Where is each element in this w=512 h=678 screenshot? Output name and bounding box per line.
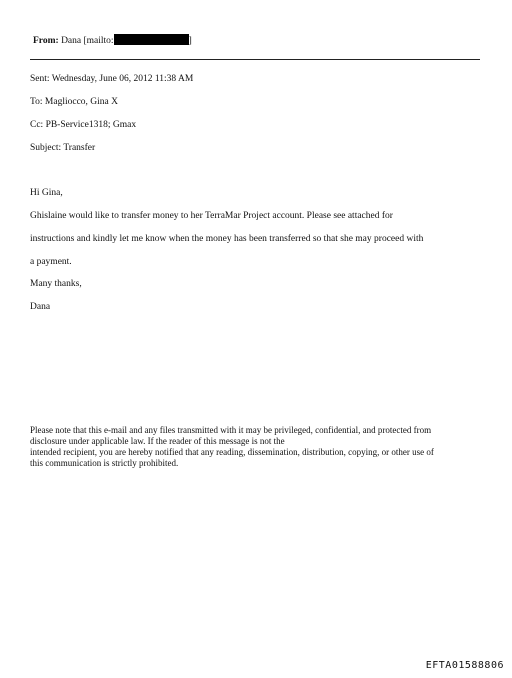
body-line: instructions and kindly let me know when the money has been transferred so that she may proceed with bbox=[30, 234, 424, 244]
redaction-box bbox=[114, 34, 189, 45]
from-label: From: bbox=[33, 36, 59, 46]
signature: Dana bbox=[30, 302, 51, 312]
body-line: a payment. bbox=[30, 257, 72, 267]
closing: Many thanks, bbox=[30, 279, 82, 289]
to-line: To: Magliocco, Gina X bbox=[30, 97, 118, 107]
document-id: EFTA01588806 bbox=[425, 660, 504, 671]
notice-line: Please note that this e-mail and any files transmitted with it may be privileged, confidential, and protected from bbox=[30, 425, 432, 435]
notice-line: disclosure under applicable law. If the reader of this message is not the bbox=[30, 436, 285, 446]
greeting: Hi Gina, bbox=[30, 188, 63, 198]
subject-line: Subject: Transfer bbox=[30, 143, 96, 153]
sent-line: Sent: Wednesday, June 06, 2012 11:38 AM bbox=[30, 74, 194, 84]
confidentiality-notice bbox=[30, 425, 490, 469]
from-line bbox=[33, 34, 192, 47]
notice-line: this communication is strictly prohibited. bbox=[30, 458, 179, 468]
from-name: Dana [mailto: bbox=[61, 36, 114, 46]
body-line: Ghislaine would like to transfer money to her TerraMar Project account. Please see attached for bbox=[30, 211, 393, 221]
notice-line: intended recipient, you are hereby notified that any reading, dissemination, distribution, copying, or other use of bbox=[30, 447, 434, 457]
from-close: ] bbox=[188, 36, 192, 46]
header-divider bbox=[30, 59, 480, 60]
cc-line: Cc: PB-Service1318; Gmax bbox=[30, 120, 137, 130]
